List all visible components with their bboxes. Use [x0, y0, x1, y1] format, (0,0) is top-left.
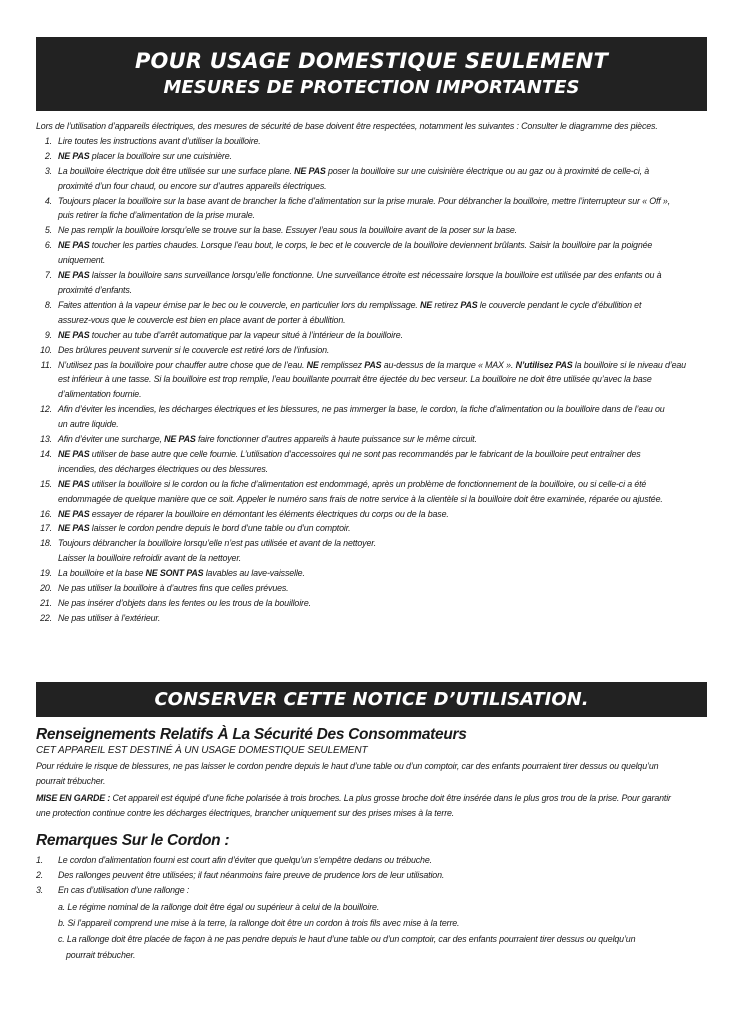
item-text-continued: incendies, des décharges électriques ou des blessures. [58, 463, 268, 474]
item-text: lavables au lave-vaisselle. [203, 568, 305, 579]
consumer-p1-line2: pourrait trébucher. [36, 775, 106, 786]
safety-item-number: 8. [44, 299, 52, 310]
item-text: Ne pas utiliser à l’extérieur. [58, 612, 161, 623]
consumer-p1-line1: Pour réduire le risque de blessures, ne pas laisser le cordon pendre depuis le haut d’une table ou d’un comptoir, car des enfants pourraient tirer dessus ou quelqu’un [36, 761, 659, 771]
safety-item [36, 223, 709, 238]
safety-item [36, 536, 709, 566]
safety-item [36, 343, 709, 358]
emphasis-text: PAS [364, 359, 382, 370]
emphasis-text: NE PAS [58, 523, 90, 534]
consumer-paragraph-2 [36, 791, 709, 821]
item-text: au-dessus de la marque « MAX ». [381, 359, 516, 370]
emphasis-text: NE [420, 299, 433, 310]
item-text-continued: est inférieur à une tasse. Si la bouilloire est trop remplie, l’eau bouillante pourrait être éjectée du bec verseur. La bouilloire ne doit être utilisée qu’avec la base [58, 374, 652, 385]
item-text-continued: d’alimentation fournie. [58, 389, 142, 400]
item-text: N’utilisez pas la bouilloire pour chauffer autre chose que de l’eau. [58, 359, 307, 370]
cord-item [36, 883, 709, 898]
item-text: La bouilloire et la base [58, 568, 146, 579]
emphasis-text: NE PAS [58, 508, 90, 519]
safety-item-number: 19. [40, 568, 52, 579]
safety-item-number: 20. [40, 583, 52, 594]
emphasis-text: NE PAS [58, 270, 90, 281]
header-subtitle: MESURES DE PROTECTION IMPORTANTES [163, 77, 580, 98]
safety-item [36, 507, 709, 522]
safety-item-number: 16. [40, 508, 52, 519]
safety-item-number: 6. [44, 240, 52, 251]
item-text: utiliser de base autre que celle fournie. L’utilisation d’accessoires qui ne sont pas recommandés par le fabricant de la bouilloire peut entraîner des [89, 448, 641, 459]
safety-item-number: 3. [44, 165, 52, 176]
emphasis-text: NE PAS [294, 165, 326, 176]
safety-item [36, 164, 709, 194]
cord-subitem-b: b. Si l’appareil comprend une mise à la terre, la rallonge doit être un cordon à trois fils avec mise à la terre. [58, 917, 460, 928]
emphasis-text: NE PAS [58, 329, 90, 340]
emphasis-text: NE [306, 359, 319, 370]
item-text-continued: puis retirer la fiche d’alimentation de la prise murale. [58, 210, 255, 221]
consumer-p2-line1: Cet appareil est équipé d’une fiche polarisée à trois broches. La plus grosse broche doit être insérée dans le plus gros trou de la prise. Pour garantir [110, 792, 671, 803]
item-text: faire fonctionner d’autres appareils à haute puissance sur le même circuit. [195, 434, 477, 445]
item-text-continued: Laisser la bouilloire refroidir avant de la nettoyer. [58, 553, 242, 564]
cord-item-text: Le cordon d’alimentation fourni est court afin d’éviter que quelqu’un s’empêtre dedans ou trébuche. [58, 855, 432, 865]
item-text: Des brûlures peuvent survenir si le couvercle est retiré lors de l’infusion. [58, 344, 330, 355]
cord-list [36, 853, 709, 898]
safety-item [36, 149, 709, 164]
safety-item [36, 477, 709, 507]
safety-item-number: 12. [40, 404, 52, 415]
safety-item [36, 596, 709, 611]
safety-item [36, 194, 709, 224]
header-banner [36, 37, 707, 111]
item-text: La bouilloire électrique doit être utilisée sur une surface plane. [58, 165, 295, 176]
safety-item-number: 9. [44, 329, 52, 340]
cord-item [36, 853, 709, 868]
item-text-continued: un autre liquide. [58, 419, 119, 430]
safety-item-number: 10. [40, 344, 52, 355]
item-text: Ne pas insérer d’objets dans les fentes ou les trous de la bouilloire. [58, 598, 311, 608]
safety-item [36, 358, 709, 403]
item-text-continued: endommagée de quelque manière que ce soit. Appeler le numéro sans frais de notre service à la clientèle si la bouilloire doit être examinée, réparée ou ajustée. [58, 493, 663, 504]
safety-item-number: 1. [44, 135, 52, 146]
cord-section [36, 832, 709, 963]
item-text: retirez [432, 299, 461, 310]
safety-item [36, 521, 709, 536]
item-text: essayer de réparer la bouilloire en démontant les éléments électriques du corps ou de la base. [89, 508, 449, 519]
emphasis-text: NE PAS [164, 434, 196, 445]
emphasis-text: NE PAS [58, 478, 90, 489]
safety-item [36, 447, 709, 477]
safety-item-number: 14. [40, 448, 52, 459]
cord-subitem-a: a. Le régime nominal de la rallonge doit être égal ou supérieur à celui de la bouilloire. [58, 901, 380, 912]
safety-item [36, 402, 709, 432]
warning-label: MISE EN GARDE : [36, 792, 111, 803]
safety-item-number: 11. [40, 359, 52, 370]
cord-item-text: En cas d’utilisation d’une rallonge : [58, 884, 190, 895]
item-text: Afin d’éviter une surcharge, [58, 434, 165, 445]
item-text: Faites attention à la vapeur émise par le bec ou le couvercle, en particulier lors du remplissage. [58, 299, 421, 310]
item-text: Afin d’éviter les incendies, les décharges électriques et les blessures, ne pas immerger la base, le cordon, la fiche d’alimentation ou la bouilloire dans de l’eau ou [58, 404, 665, 415]
safety-item [36, 268, 709, 298]
safety-item-number: 22. [40, 612, 52, 623]
item-text: toucher les parties chaudes. Lorsque l’eau bout, le corps, le bec et le couvercle de la bouilloire deviennent brûlants. Saisir la bouilloire par la poignée [89, 240, 653, 251]
safety-item [36, 611, 709, 626]
cord-subitem-c-cont: pourrait trébucher. [66, 949, 136, 960]
item-text: Ne pas utiliser la bouilloire à d’autres fins que celles prévues. [58, 583, 289, 594]
safety-item-number: 17. [40, 523, 52, 534]
emphasis-text: NE PAS [58, 240, 90, 251]
save-banner: CONSERVER CETTE NOTICE D’UTILISATION. [36, 682, 707, 717]
intro-text: Lors de l’utilisation d’appareils électriques, des mesures de sécurité de base doivent être respectées, notamment les suivantes : Consulter le diagramme des pièces. [36, 121, 658, 131]
safety-item [36, 328, 709, 343]
safety-item [36, 566, 709, 581]
cord-item-number: 3. [36, 884, 44, 895]
item-text: utiliser la bouilloire si le cordon ou la fiche d’alimentation est endommagé, après un problème de fonctionnement de la bouilloire, ou si celle-ci a été [89, 478, 647, 489]
safety-item-number: 5. [44, 225, 52, 236]
safety-item [36, 432, 709, 447]
safety-item-number: 13. [40, 434, 52, 445]
emphasis-text: NE SONT PAS [145, 568, 204, 579]
cord-item-number: 2. [36, 869, 44, 880]
safety-item [36, 134, 709, 149]
safety-item-number: 7. [44, 270, 52, 281]
item-text: le couvercle pendant le cycle d’ébullition et [477, 299, 642, 310]
safety-list [36, 134, 709, 626]
item-text: placer la bouilloire sur une cuisinière. [89, 150, 232, 161]
safety-item-number: 15. [40, 478, 52, 489]
item-text-continued: assurez-vous que le couvercle est bien en place avant de porter à ébullition. [58, 314, 346, 325]
item-text: Lire toutes les instructions avant d’utiliser la bouilloire. [58, 135, 261, 146]
item-text: remplissez [318, 359, 365, 370]
item-text: Ne pas remplir la bouilloire lorsqu’elle se trouve sur la base. Essuyer l’eau sous la bouilloire avant de la poser sur la base. [58, 225, 517, 236]
emphasis-text: NE PAS [58, 448, 90, 459]
consumer-paragraph-1 [36, 759, 709, 789]
header-title: POUR USAGE DOMESTIQUE SEULEMENT [134, 49, 609, 73]
cord-subitem-c: c. La rallonge doit être placée de façon à ne pas pendre depuis le haut d’une table ou d’un comptoir, car des enfants pourraient tirer dessus ou quelqu’un [58, 933, 636, 944]
item-text: la bouilloire si le niveau d’eau [572, 359, 686, 370]
item-text: laisser le cordon pendre depuis le bord d’une table ou d’un comptoir. [89, 523, 351, 534]
item-text: poser la bouilloire sur une cuisinière électrique ou au gaz ou à proximité de celle-ci, à [325, 165, 650, 176]
safety-item-number: 2. [44, 150, 52, 161]
cord-item-number: 1. [36, 855, 44, 865]
cord-item [36, 868, 709, 883]
item-text: laisser la bouilloire sans surveillance lorsqu’elle fonctionne. Une surveillance étroite est nécessaire lorsque la bouilloire est utilisée par des enfants ou à [89, 270, 662, 281]
emphasis-text: N’utilisez PAS [515, 359, 573, 370]
safety-item [36, 298, 709, 328]
emphasis-text: NE PAS [58, 150, 90, 161]
item-text: toucher au tube d’arrêt automatique par la vapeur situé à l’intérieur de la bouilloire. [89, 329, 403, 340]
consumer-title: Renseignements Relatifs À La Sécurité Des Consommateurs [36, 726, 467, 743]
safety-item-number: 4. [44, 195, 52, 206]
item-text-continued: uniquement. [58, 255, 106, 266]
cord-item-text: Des rallonges peuvent être utilisées; il faut néanmoins faire preuve de prudence lors de leur utilisation. [58, 869, 445, 880]
consumer-section [36, 726, 709, 821]
item-text-continued: proximité d’un four chaud, ou encore sur d’autres appareils électriques. [58, 180, 327, 191]
safety-item-number: 18. [40, 538, 52, 549]
emphasis-text: PAS [460, 299, 478, 310]
consumer-subtitle: CET APPAREIL EST DESTINÉ À UN USAGE DOMESTIQUE SEULEMENT [36, 745, 368, 756]
safety-item-number: 21. [40, 598, 52, 608]
safety-item [36, 238, 709, 268]
item-text: Toujours débrancher la bouilloire lorsqu’elle n’est pas utilisée et avant de la nettoyer. [58, 538, 377, 549]
safety-item [36, 581, 709, 596]
cord-title: Remarques Sur le Cordon : [36, 832, 230, 849]
safety-section [36, 119, 709, 626]
cord-subitems [36, 899, 709, 963]
item-text-continued: proximité d’enfants. [58, 284, 132, 295]
item-text: Toujours placer la bouilloire sur la base avant de brancher la fiche d’alimentation sur la prise murale. Pour débrancher la bouilloire, mettre l’interrupteur sur « Off », [58, 195, 671, 206]
consumer-p2-line2: une protection continue contre les décharges électriques, brancher uniquement sur des prises mises à la terre. [36, 807, 455, 818]
